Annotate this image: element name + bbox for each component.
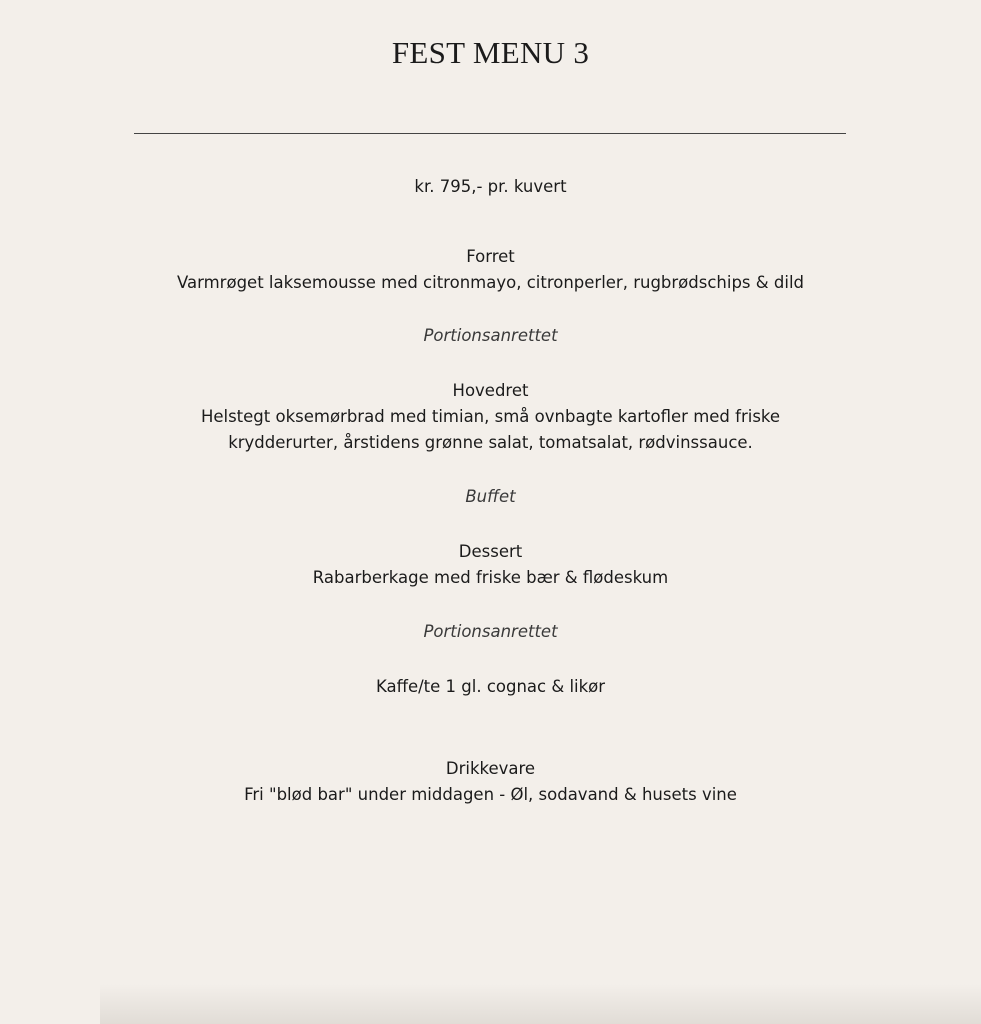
menu-title: FEST MENU 3 (391, 35, 590, 70)
main-serving: Buffet (465, 487, 516, 506)
starter-heading: Forret (466, 247, 515, 266)
dessert-description: Rabarberkage med friske bær & flødeskum (312, 568, 669, 587)
coffee-line: Kaffe/te 1 gl. cognac & likør (375, 677, 606, 696)
dessert-heading: Dessert (458, 542, 523, 561)
dessert-serving: Portionsanrettet (423, 622, 558, 641)
starter-description: Varmrøget laksemousse med citronmayo, citronperler, rugbrødschips & dild (177, 273, 804, 292)
drinks-heading: Drikkevare (445, 759, 536, 778)
starter-serving: Portionsanrettet (423, 326, 558, 345)
main-description-line-1: Helstegt oksemørbrad med timian, små ovnbagte kartofler med friske (200, 407, 781, 426)
bottom-shadow (100, 984, 981, 1024)
main-description-line-2: krydderurter, årstidens grønne salat, tomatsalat, rødvinssauce. (228, 433, 753, 452)
title-divider (134, 133, 846, 134)
drinks-description: Fri "blød bar" under middagen - Øl, sodavand & husets vine (244, 785, 737, 804)
price-per-cover: kr. 795,- pr. kuvert (414, 177, 567, 196)
main-heading: Hovedret (452, 381, 529, 400)
